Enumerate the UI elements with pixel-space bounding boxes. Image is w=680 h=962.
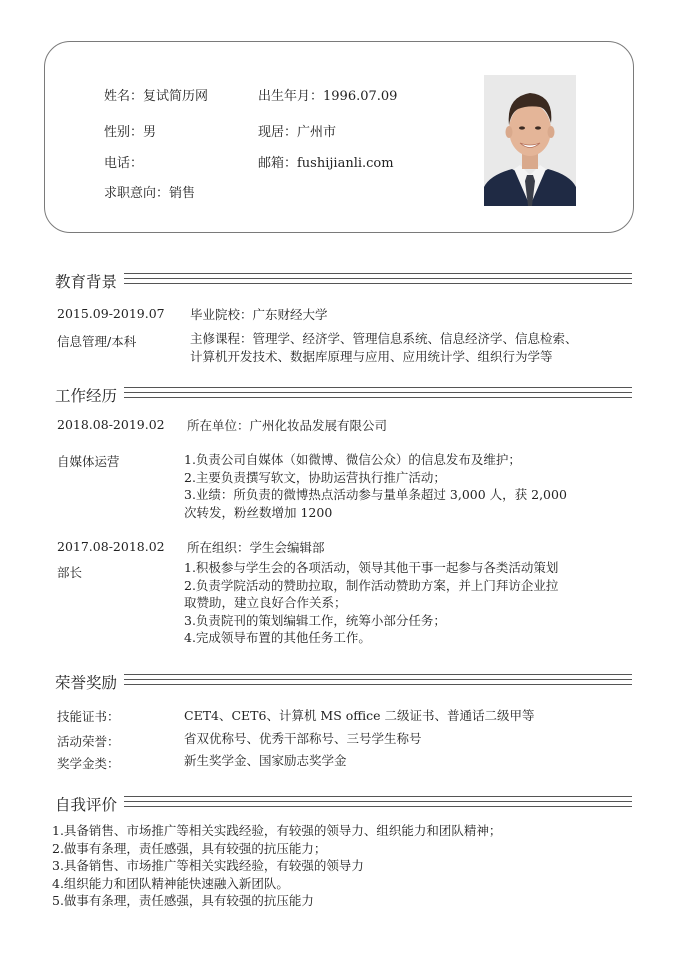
objective-field: 求职意向：销售	[104, 186, 196, 201]
duty-line: 1.积极参与学生会的各项活动，领导其他干事一起参与各类活动策划	[184, 560, 559, 575]
residence-field: 现居：广州市	[258, 125, 337, 140]
duty-line: 3.业绩：所负责的微博热点活动参与量单条超过 3,000 人，获 2,000	[184, 487, 567, 502]
honor-value: 省双优称号、优秀干部称号、三号学生称号	[184, 731, 422, 746]
duty-line: 3.负责院刊的策划编辑工作，统筹小部分任务；	[184, 612, 446, 628]
education-period: 2015.09-2019.07	[57, 306, 165, 321]
self-line: 3.具备销售、市场推广等相关实践经验，有较强的领导力	[52, 858, 364, 873]
job-unit: 所在单位：广州化妆品发展有限公司	[187, 418, 388, 433]
job-period: 2018.08-2019.02	[57, 417, 165, 432]
education-school: 毕业院校：广东财经大学	[190, 307, 328, 322]
courses-line: 计算机开发技术、数据库原理与应用、应用统计学、组织行为学等	[190, 348, 553, 364]
work-divider	[124, 387, 632, 398]
duty-line: 次转发，粉丝数增加 1200	[184, 504, 333, 520]
gender-field: 性别：男	[104, 125, 157, 140]
job-unit: 所在组织：学生会编辑部	[187, 540, 325, 555]
profile-photo	[484, 75, 576, 206]
education-courses	[190, 330, 578, 365]
courses-line: 主修课程：管理学、经济学、管理信息系统、信息经济学、信息检索、	[190, 331, 578, 346]
job-duties	[184, 559, 558, 647]
phone-field: 电话：	[104, 156, 144, 171]
honor-value: CET4、CET6、计算机 MS office 二级证书、普通话二级甲等	[184, 708, 535, 723]
duty-line: 1.负责公司自媒体（如微博、微信公众）的信息发布及维护；	[184, 452, 521, 467]
duty-line: 4.完成领导布置的其他任务工作。	[184, 630, 371, 645]
duty-line: 2.主要负责撰写软文，协助运营执行推广活动；	[184, 469, 446, 485]
name-field: 姓名：复试简历网	[104, 89, 209, 104]
honor-label: 奖学金类：	[57, 756, 120, 771]
job-duties	[184, 451, 567, 521]
self-divider	[124, 796, 632, 807]
job-role: 自媒体运营	[57, 454, 120, 469]
self-evaluation	[52, 822, 501, 910]
education-title: 教育背景	[55, 273, 118, 291]
birth-field: 出生年月：1996.07.09	[258, 89, 398, 104]
job-role: 部长	[57, 565, 83, 580]
honor-label: 技能证书：	[57, 709, 120, 724]
self-line: 2.做事有条理，责任感强，具有较强的抗压能力；	[52, 840, 327, 856]
self-line: 1.具备销售、市场推广等相关实践经验，有较强的领导力、组织能力和团队精神；	[52, 823, 502, 838]
education-divider	[124, 273, 632, 284]
duty-line: 2.负责学院活动的赞助拉取，制作活动赞助方案，并上门拜访企业拉	[184, 577, 559, 593]
honor-label: 活动荣誉：	[57, 734, 120, 749]
duty-line: 取赞助，建立良好合作关系；	[184, 595, 347, 610]
honor-value: 新生奖学金、国家励志奖学金	[184, 753, 347, 768]
honors-divider	[124, 674, 632, 685]
email-field: 邮箱：fushijianli.com	[258, 156, 394, 171]
self-title: 自我评价	[55, 796, 118, 814]
self-line: 4.组织能力和团队精神能快速融入新团队。	[52, 875, 289, 891]
self-line: 5.做事有条理，责任感强，具有较强的抗压能力	[52, 893, 314, 908]
education-degree: 信息管理/本科	[57, 334, 137, 349]
work-title: 工作经历	[55, 387, 118, 405]
job-period: 2017.08-2018.02	[57, 539, 165, 554]
honors-title: 荣誉奖励	[55, 674, 118, 692]
